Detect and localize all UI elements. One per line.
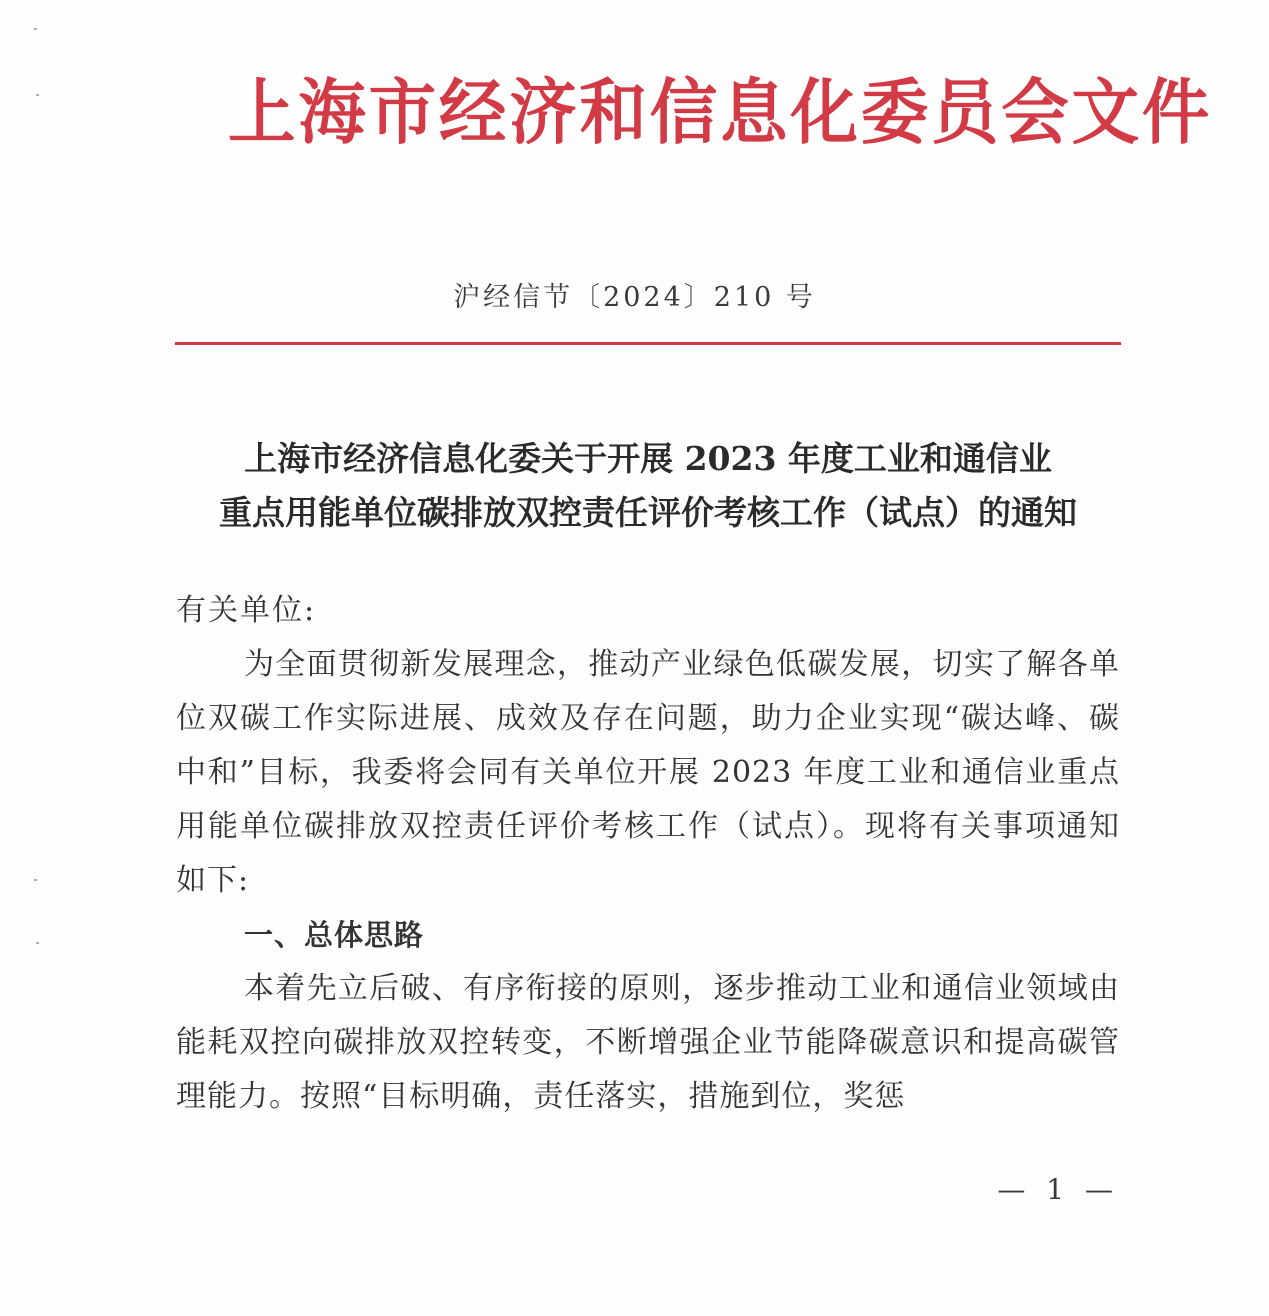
notice-title-line-1: 上海市经济信息化委关于开展 2023 年度工业和通信业 xyxy=(244,439,1052,478)
body-paragraph-intro: 为全面贯彻新发展理念，推动产业绿色低碳发展，切实了解各单位双碳工作实际进展、成效及存在问题，助力企业实现“碳达峰、碳中和”目标，我委将会同有关单位开展 2023 年度工业和通信业重点用能单位碳排放双控责任评价考核工作（试点）。现将有关事项通知如下: xyxy=(176,647,1120,898)
section-heading-overall-approach: 一、总体思路 xyxy=(244,918,425,952)
scan-speck xyxy=(34,28,37,30)
notice-title xyxy=(175,432,1121,540)
page-number: — 1 — xyxy=(997,1173,1119,1206)
header-red-rule xyxy=(175,342,1121,345)
notice-body xyxy=(176,584,1120,1124)
salutation: 有关单位: xyxy=(176,593,317,628)
scan-speck xyxy=(36,94,39,96)
notice-title-line-2: 重点用能单位碳排放双控责任评价考核工作（试点）的通知 xyxy=(219,493,1077,532)
scan-speck xyxy=(34,879,37,881)
scan-speck xyxy=(36,942,39,944)
body-paragraph-approach: 本着先立后破、有序衔接的原则，逐步推动工业和通信业领域由能耗双控向碳排放双控转变，不断增强企业节能降碳意识和提高碳管理能力。按照“目标明确，责任落实，措施到位，奖惩 xyxy=(176,971,1120,1114)
document-number: 沪经信节〔2024〕210 号 xyxy=(453,282,816,313)
issuing-authority-header: 上海市经济和信息化委员会文件 xyxy=(228,70,1213,154)
